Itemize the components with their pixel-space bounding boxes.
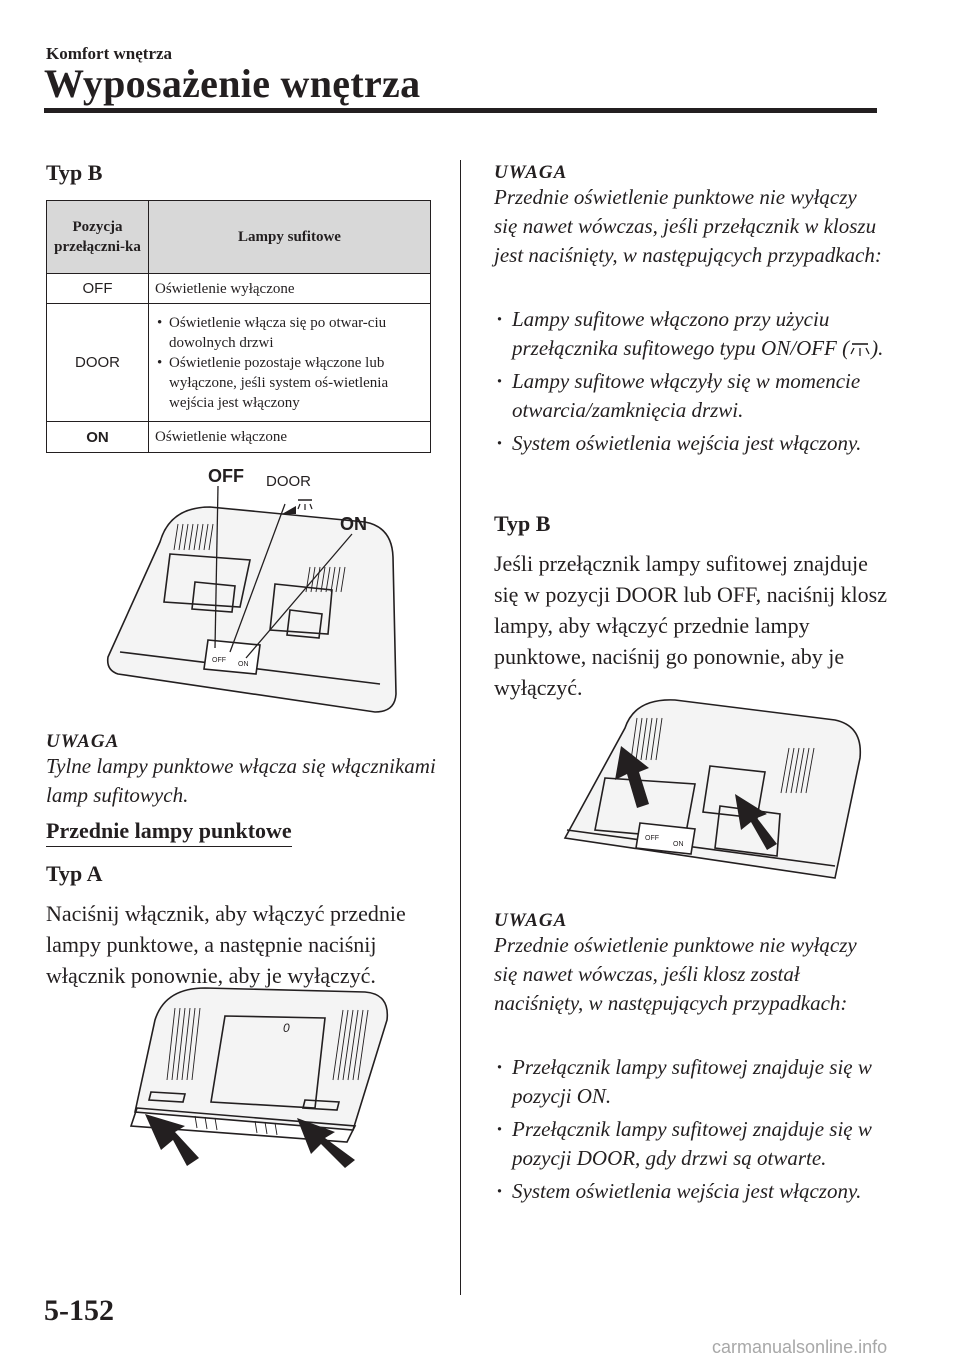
- type-b-lens-figure: [545, 688, 870, 888]
- fig2-on-label: ON: [673, 841, 684, 848]
- list-item: · Przełącznik lampy sufitowej znajduje się w pozycji ON.: [494, 1053, 889, 1111]
- note-3-bullets: [494, 1053, 889, 1210]
- type-b-text: Jeśli przełącznik lampy sufitowej znajduje się w pozycji DOOR lub OFF, naciśnij klosz lampy, aby włączyć przednie lampy punktowe, naciśnij go ponownie, aby je wyłączyć.: [494, 551, 887, 700]
- note-2-bullets: [494, 305, 884, 462]
- fig3-label: 0: [283, 1021, 290, 1035]
- watermark: carmanualsonline.info: [712, 1337, 888, 1357]
- desc-on: Oświetlenie włączone: [149, 422, 431, 453]
- bullet-text: Lampy sufitowe włączono przy użyciu przełącznika sufitowego typu ON/OFF (: [512, 307, 850, 360]
- col-header-lamps: Lampy sufitowe: [149, 201, 431, 274]
- note-3-title: UWAGA: [494, 910, 568, 931]
- note-1-title: UWAGA: [46, 731, 120, 752]
- type-a-buttons-figure: [115, 980, 400, 1170]
- type-b-heading-right: Typ B: [494, 511, 551, 536]
- table-header-row: [47, 201, 431, 274]
- overhead-console-figure: [100, 462, 400, 720]
- position-off: OFF: [47, 274, 149, 304]
- press-arrow-icon: [145, 1114, 199, 1166]
- type-b-heading: Typ B: [46, 160, 103, 185]
- col-header-position: Pozycja przełączni-ka: [47, 201, 149, 274]
- switch-position-table: [46, 200, 431, 453]
- note-2-text: Przednie oświetlenie punktowe nie wyłączy się nawet wówczas, jeśli przełącznik w kloszu jest naciśnięty, w następujących przypadkach:: [494, 185, 882, 267]
- list-item: · Przełącznik lampy sufitowej znajduje się w pozycji DOOR, gdy drzwi są otwarte.: [494, 1115, 889, 1173]
- small-off-label: OFF: [212, 657, 226, 664]
- desc-door: [149, 304, 431, 422]
- door-lamp-icon: [282, 500, 312, 514]
- header-rule: [44, 108, 877, 113]
- list-item: • Oświetlenie włącza się po otwar-ciu dowolnych drzwi: [155, 313, 424, 353]
- type-a-text: Naciśnij włącznik, aby włączyć przednie lampy punktowe, a następnie naciśnij włącznik ponownie, aby je wyłączyć.: [46, 901, 406, 988]
- desc-off: Oświetlenie wyłączone: [149, 274, 431, 304]
- table-row: [47, 422, 431, 453]
- note-3-text: Przednie oświetlenie punktowe nie wyłączy się nawet wówczas, jeśli klosz został naciśnięty, w następujących przypadkach:: [494, 933, 857, 1015]
- section-label: Komfort wnętrza: [46, 44, 173, 63]
- door-label: DOOR: [266, 473, 311, 490]
- table-row: [47, 274, 431, 304]
- chapter-title: Wyposażenie wnętrza: [44, 61, 421, 106]
- front-spotlights-heading: Przednie lampy punktowe: [46, 818, 292, 847]
- list-item: [494, 305, 884, 363]
- note-2-title: UWAGA: [494, 162, 568, 183]
- column-divider: [460, 160, 461, 1295]
- fig2-off-label: OFF: [645, 835, 659, 842]
- bullet-text: ).: [871, 336, 884, 360]
- ceiling-lamp-icon: [849, 342, 871, 358]
- note-1-text: Tylne lampy punktowe włącza się włącznikami lamp sufitowych.: [46, 754, 436, 807]
- position-on: ON: [47, 422, 149, 453]
- list-item: · Lampy sufitowe włączyły się w momencie otwarcia/zamknięcia drzwi.: [494, 367, 884, 425]
- position-door: DOOR: [47, 304, 149, 422]
- type-a-heading: Typ A: [46, 861, 103, 886]
- table-row: [47, 304, 431, 422]
- small-on-label: ON: [238, 661, 249, 668]
- list-item: · System oświetlenia wejścia jest włączony.: [494, 429, 884, 458]
- list-item: · System oświetlenia wejścia jest włączony.: [494, 1177, 889, 1206]
- page-number: 5-152: [44, 1294, 114, 1327]
- list-item: • Oświetlenie pozostaje włączone lub wyłączone, jeśli system oś-wietlenia wejścia jest włączony: [155, 353, 424, 413]
- off-label: OFF: [208, 466, 244, 486]
- on-label: ON: [340, 514, 367, 534]
